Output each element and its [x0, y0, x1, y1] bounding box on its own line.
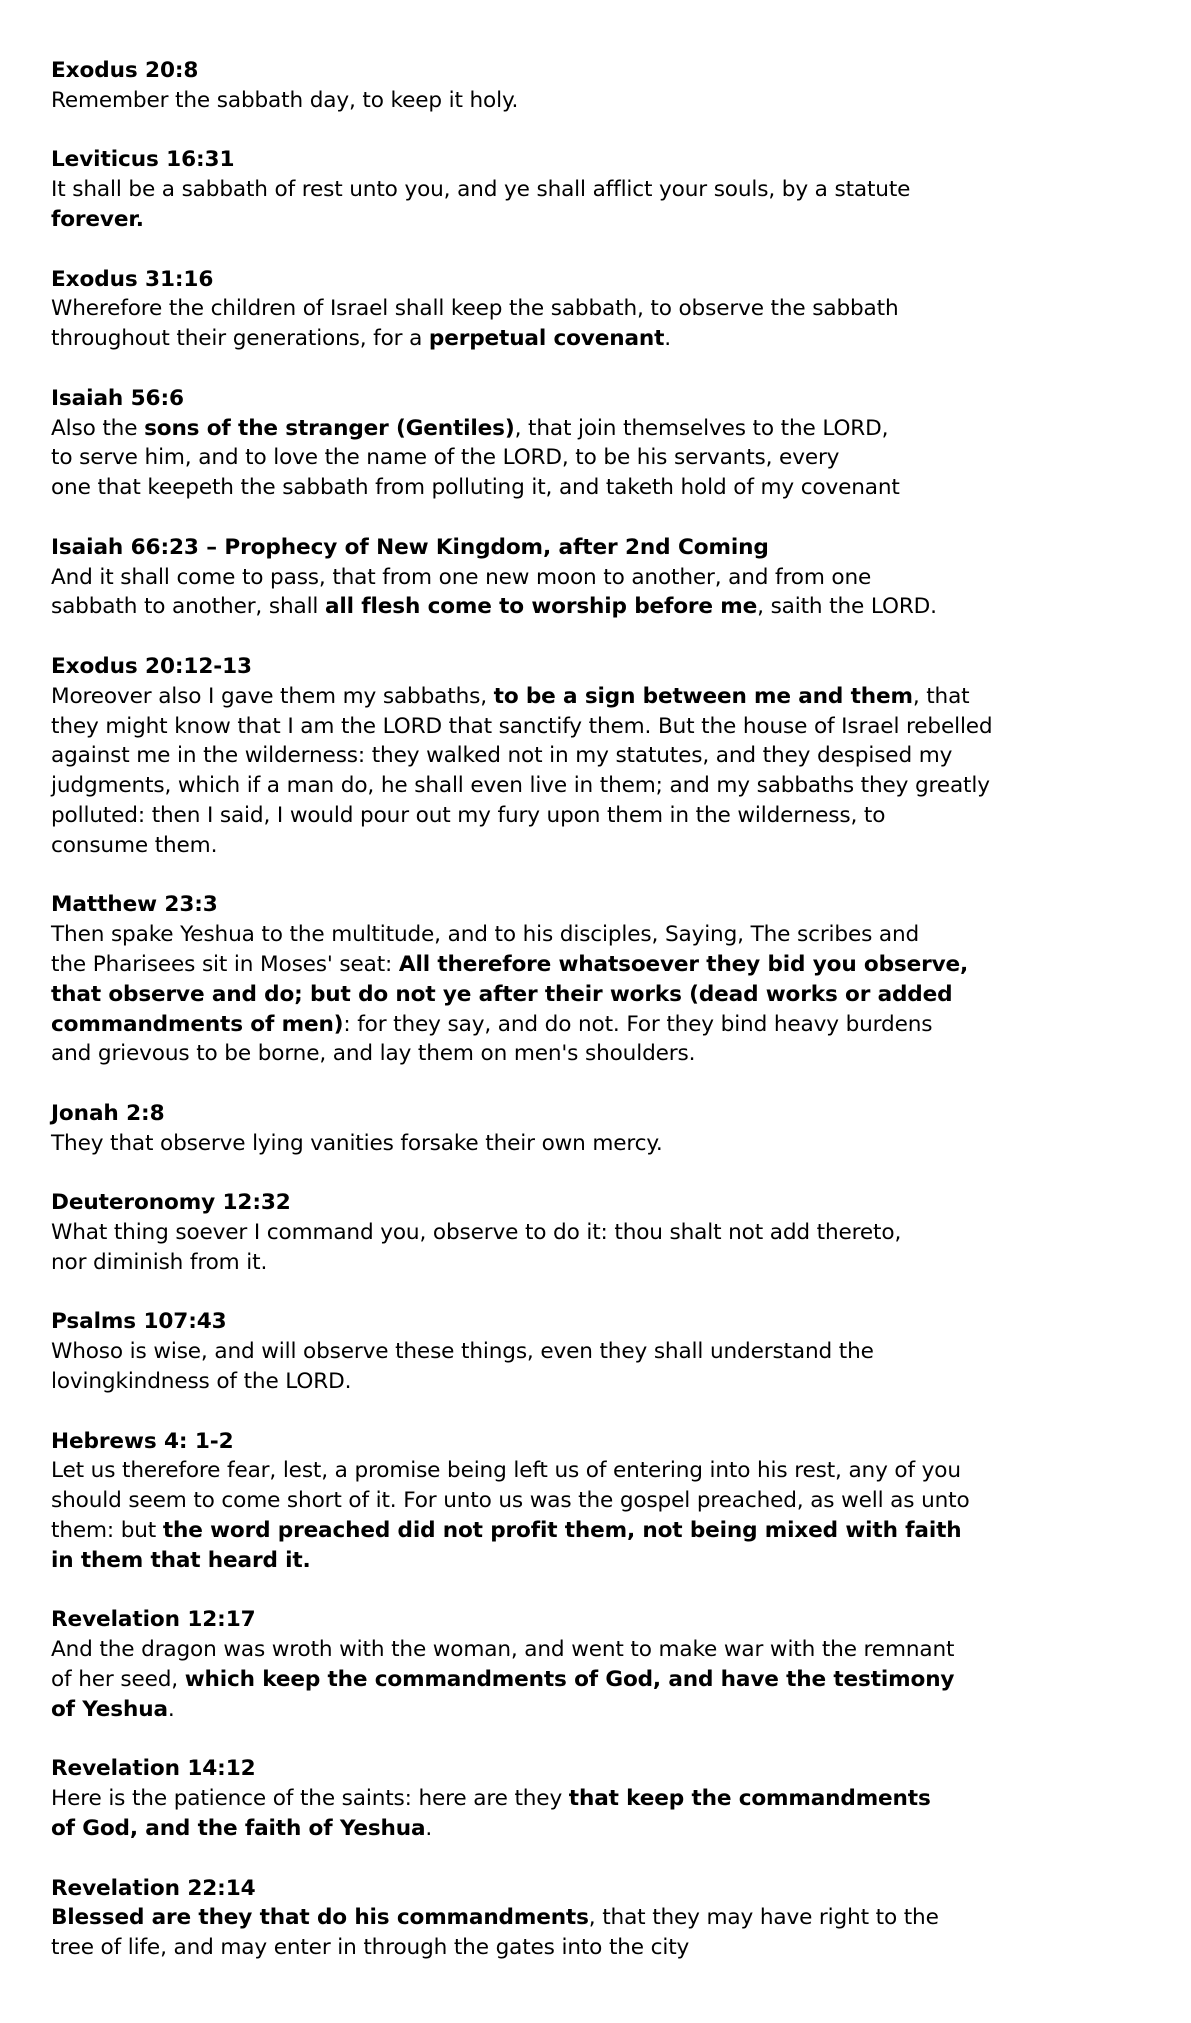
verse-text-segment: , that they may have right to the — [588, 1905, 939, 1931]
verse-text-segment: they might know that I am the LORD that sanctify them. But the house of Israel rebelled — [51, 713, 993, 739]
verse-text — [51, 294, 1181, 354]
emphasized-text: Blessed are they that do his commandments — [51, 1905, 589, 1931]
verse-entry — [51, 1307, 1181, 1396]
verse-line — [51, 205, 1181, 235]
verse-entry — [51, 652, 1181, 861]
scripture-document — [51, 56, 1181, 1993]
verse-line — [51, 1039, 1181, 1069]
verse-text-segment: Wherefore the children of Israel shall keep the sabbath, to observe the sabbath — [51, 296, 899, 322]
verse-line — [51, 1486, 1181, 1516]
verse-text-segment: . — [425, 1816, 433, 1842]
emphasized-text: that keep the commandments — [568, 1786, 931, 1812]
emphasized-text: that observe and do; but do not ye after their works (dead works or added — [51, 981, 953, 1007]
verse-line — [51, 414, 1181, 444]
verse-entry — [51, 1754, 1181, 1843]
verse-text — [51, 414, 1181, 503]
verse-line — [51, 1903, 1181, 1933]
emphasized-text: in them that heard it. — [51, 1547, 311, 1573]
verse-text-segment: And the dragon was wroth with the woman, and went to make war with the remnant — [51, 1637, 955, 1663]
verse-text-segment: polluted: then I said, I would pour out my fury upon them in the wilderness, to — [51, 802, 886, 828]
verse-line — [51, 1337, 1181, 1367]
verse-reference: Revelation 12:17 — [51, 1607, 256, 1633]
verse-text — [51, 1218, 1181, 1278]
verse-line — [51, 771, 1181, 801]
verse-line — [51, 1010, 1181, 1040]
verse-line — [51, 1665, 1181, 1695]
verse-reference: Isaiah 56:6 — [51, 385, 184, 411]
verse-text — [51, 1456, 1181, 1575]
verse-reference: Revelation 22:14 — [51, 1875, 256, 1901]
verse-text — [51, 1129, 1181, 1159]
emphasized-text: perpetual covenant — [428, 326, 665, 352]
verse-entry — [51, 1099, 1181, 1159]
verse-entry — [51, 265, 1181, 354]
verse-entry — [51, 145, 1181, 234]
verse-text-segment: consume them. — [51, 832, 218, 858]
verse-text-segment: them: but — [51, 1518, 163, 1544]
verse-text-segment: of her seed, — [51, 1667, 185, 1693]
verse-text-segment: , that join themselves to the LORD, — [514, 415, 889, 441]
verse-text-segment: Here is the patience of the saints: here are they — [51, 1786, 569, 1812]
verse-entry — [51, 384, 1181, 503]
verse-text-segment: Then spake Yeshua to the multitude, and to his disciples, Saying, The scribes and — [51, 922, 920, 948]
verse-text — [51, 1337, 1181, 1397]
verse-text-segment: tree of life, and may enter in through the gates into the city — [51, 1935, 690, 1961]
emphasized-text: all flesh come to worship before me — [325, 594, 758, 620]
verse-line — [51, 592, 1181, 622]
verse-entry — [51, 1874, 1181, 1963]
verse-text — [51, 1635, 1181, 1724]
emphasized-text: forever. — [51, 206, 144, 232]
verse-entry — [51, 1605, 1181, 1724]
verse-reference: Psalms 107:43 — [51, 1309, 227, 1335]
verse-line — [51, 1248, 1181, 1278]
verse-text-segment: lovingkindness of the LORD. — [51, 1369, 352, 1395]
verse-text — [51, 175, 1181, 235]
verse-line — [51, 324, 1181, 354]
verse-text-segment: one that keepeth the sabbath from polluting it, and taketh hold of my covenant — [51, 475, 900, 501]
verse-text-segment: . — [664, 326, 671, 352]
verse-entry — [51, 1427, 1181, 1576]
verse-line — [51, 1218, 1181, 1248]
emphasized-text: to be a sign between me and them — [493, 683, 913, 709]
verse-reference: Hebrews 4: 1-2 — [51, 1428, 234, 1454]
emphasized-text: of Yeshua — [51, 1696, 168, 1722]
verse-line — [51, 473, 1181, 503]
emphasized-text: commandments of men) — [51, 1011, 344, 1037]
verse-line — [51, 950, 1181, 980]
verse-reference: Exodus 31:16 — [51, 266, 214, 292]
verse-text-segment: : for they say, and do not. For they bind heavy burdens — [343, 1011, 933, 1037]
verse-line — [51, 443, 1181, 473]
verse-text-segment: throughout their generations, for a — [51, 326, 429, 352]
verse-text — [51, 86, 1181, 116]
verse-reference: Deuteronomy 12:32 — [51, 1190, 291, 1216]
verse-line — [51, 1456, 1181, 1486]
verse-text-segment: And it shall come to pass, that from one new moon to another, and from one — [51, 564, 872, 590]
verse-entry — [51, 56, 1181, 116]
verse-text-segment: Also the — [51, 415, 145, 441]
verse-line — [51, 563, 1181, 593]
verse-line — [51, 86, 1181, 116]
verse-text-segment: sabbath to another, shall — [51, 594, 325, 620]
verse-line — [51, 1814, 1181, 1844]
verse-entry — [51, 890, 1181, 1069]
verse-text-segment: Moreover also I gave them my sabbaths, — [51, 683, 494, 709]
verse-text — [51, 682, 1181, 861]
emphasized-text: of God, and the faith of Yeshua — [51, 1816, 426, 1842]
verse-text-segment: and grievous to be borne, and lay them on men's shoulders. — [51, 1041, 696, 1067]
verse-text-segment: nor diminish from it. — [51, 1249, 268, 1275]
verse-line — [51, 831, 1181, 861]
verse-text — [51, 1903, 1181, 1963]
verse-text — [51, 920, 1181, 1069]
verse-text-segment: against me in the wilderness: they walked not in my statutes, and they despised my — [51, 743, 953, 769]
verse-text-segment: It shall be a sabbath of rest unto you, and ye shall afflict your souls, by a statute — [51, 177, 911, 203]
verse-line — [51, 1784, 1181, 1814]
verse-text — [51, 1784, 1181, 1844]
verse-reference: Exodus 20:12-13 — [51, 653, 252, 679]
verse-text-segment: should seem to come short of it. For unto us was the gospel preached, as well as unto — [51, 1488, 970, 1514]
verse-line — [51, 1695, 1181, 1725]
verse-line — [51, 175, 1181, 205]
verse-reference: Revelation 14:12 — [51, 1756, 256, 1782]
verse-line — [51, 920, 1181, 950]
verse-line — [51, 1635, 1181, 1665]
verse-line — [51, 801, 1181, 831]
verse-text-segment: judgments, which if a man do, he shall even live in them; and my sabbaths they greatly — [51, 773, 990, 799]
verse-line — [51, 741, 1181, 771]
verse-text-segment: Whoso is wise, and will observe these things, even they shall understand the — [51, 1339, 874, 1365]
verse-reference: Leviticus 16:31 — [51, 147, 235, 173]
emphasized-text: the word preached did not profit them, not being mixed with faith — [162, 1518, 962, 1544]
verse-text-segment: , that — [912, 683, 970, 709]
verse-line — [51, 1546, 1181, 1576]
verse-entry — [51, 1188, 1181, 1277]
verse-reference: Isaiah 66:23 – Prophecy of New Kingdom, after 2nd Coming — [51, 534, 769, 560]
emphasized-text: sons of the stranger (Gentiles) — [144, 415, 515, 441]
verse-text-segment: Remember the sabbath day, to keep it holy. — [51, 87, 519, 113]
verse-line — [51, 712, 1181, 742]
verse-reference: Matthew 23:3 — [51, 892, 218, 918]
verse-text-segment: , saith the LORD. — [757, 594, 937, 620]
verse-reference: Exodus 20:8 — [51, 58, 199, 83]
verse-text-segment: Let us therefore fear, lest, a promise being left us of entering into his rest, any of you — [51, 1458, 961, 1484]
verse-line — [51, 1933, 1181, 1963]
verse-line — [51, 1129, 1181, 1159]
verse-line — [51, 1367, 1181, 1397]
verse-line — [51, 682, 1181, 712]
emphasized-text: All therefore whatsoever they bid you observe, — [398, 951, 969, 977]
verse-text-segment: the Pharisees sit in Moses' seat: — [51, 951, 399, 977]
verse-text-segment: to serve him, and to love the name of the LORD, to be his servants, every — [51, 445, 840, 471]
verse-line — [51, 1516, 1181, 1546]
verse-text-segment: They that observe lying vanities forsake their own mercy. — [51, 1130, 663, 1156]
verse-text — [51, 563, 1181, 623]
verse-line — [51, 294, 1181, 324]
verse-text-segment: What thing soever I command you, observe to do it: thou shalt not add thereto, — [51, 1220, 902, 1246]
emphasized-text: which keep the commandments of God, and have the testimony — [184, 1667, 955, 1693]
verse-line — [51, 980, 1181, 1010]
verse-text-segment: . — [167, 1696, 175, 1722]
verse-entry — [51, 533, 1181, 622]
verse-reference: Jonah 2:8 — [51, 1100, 165, 1126]
